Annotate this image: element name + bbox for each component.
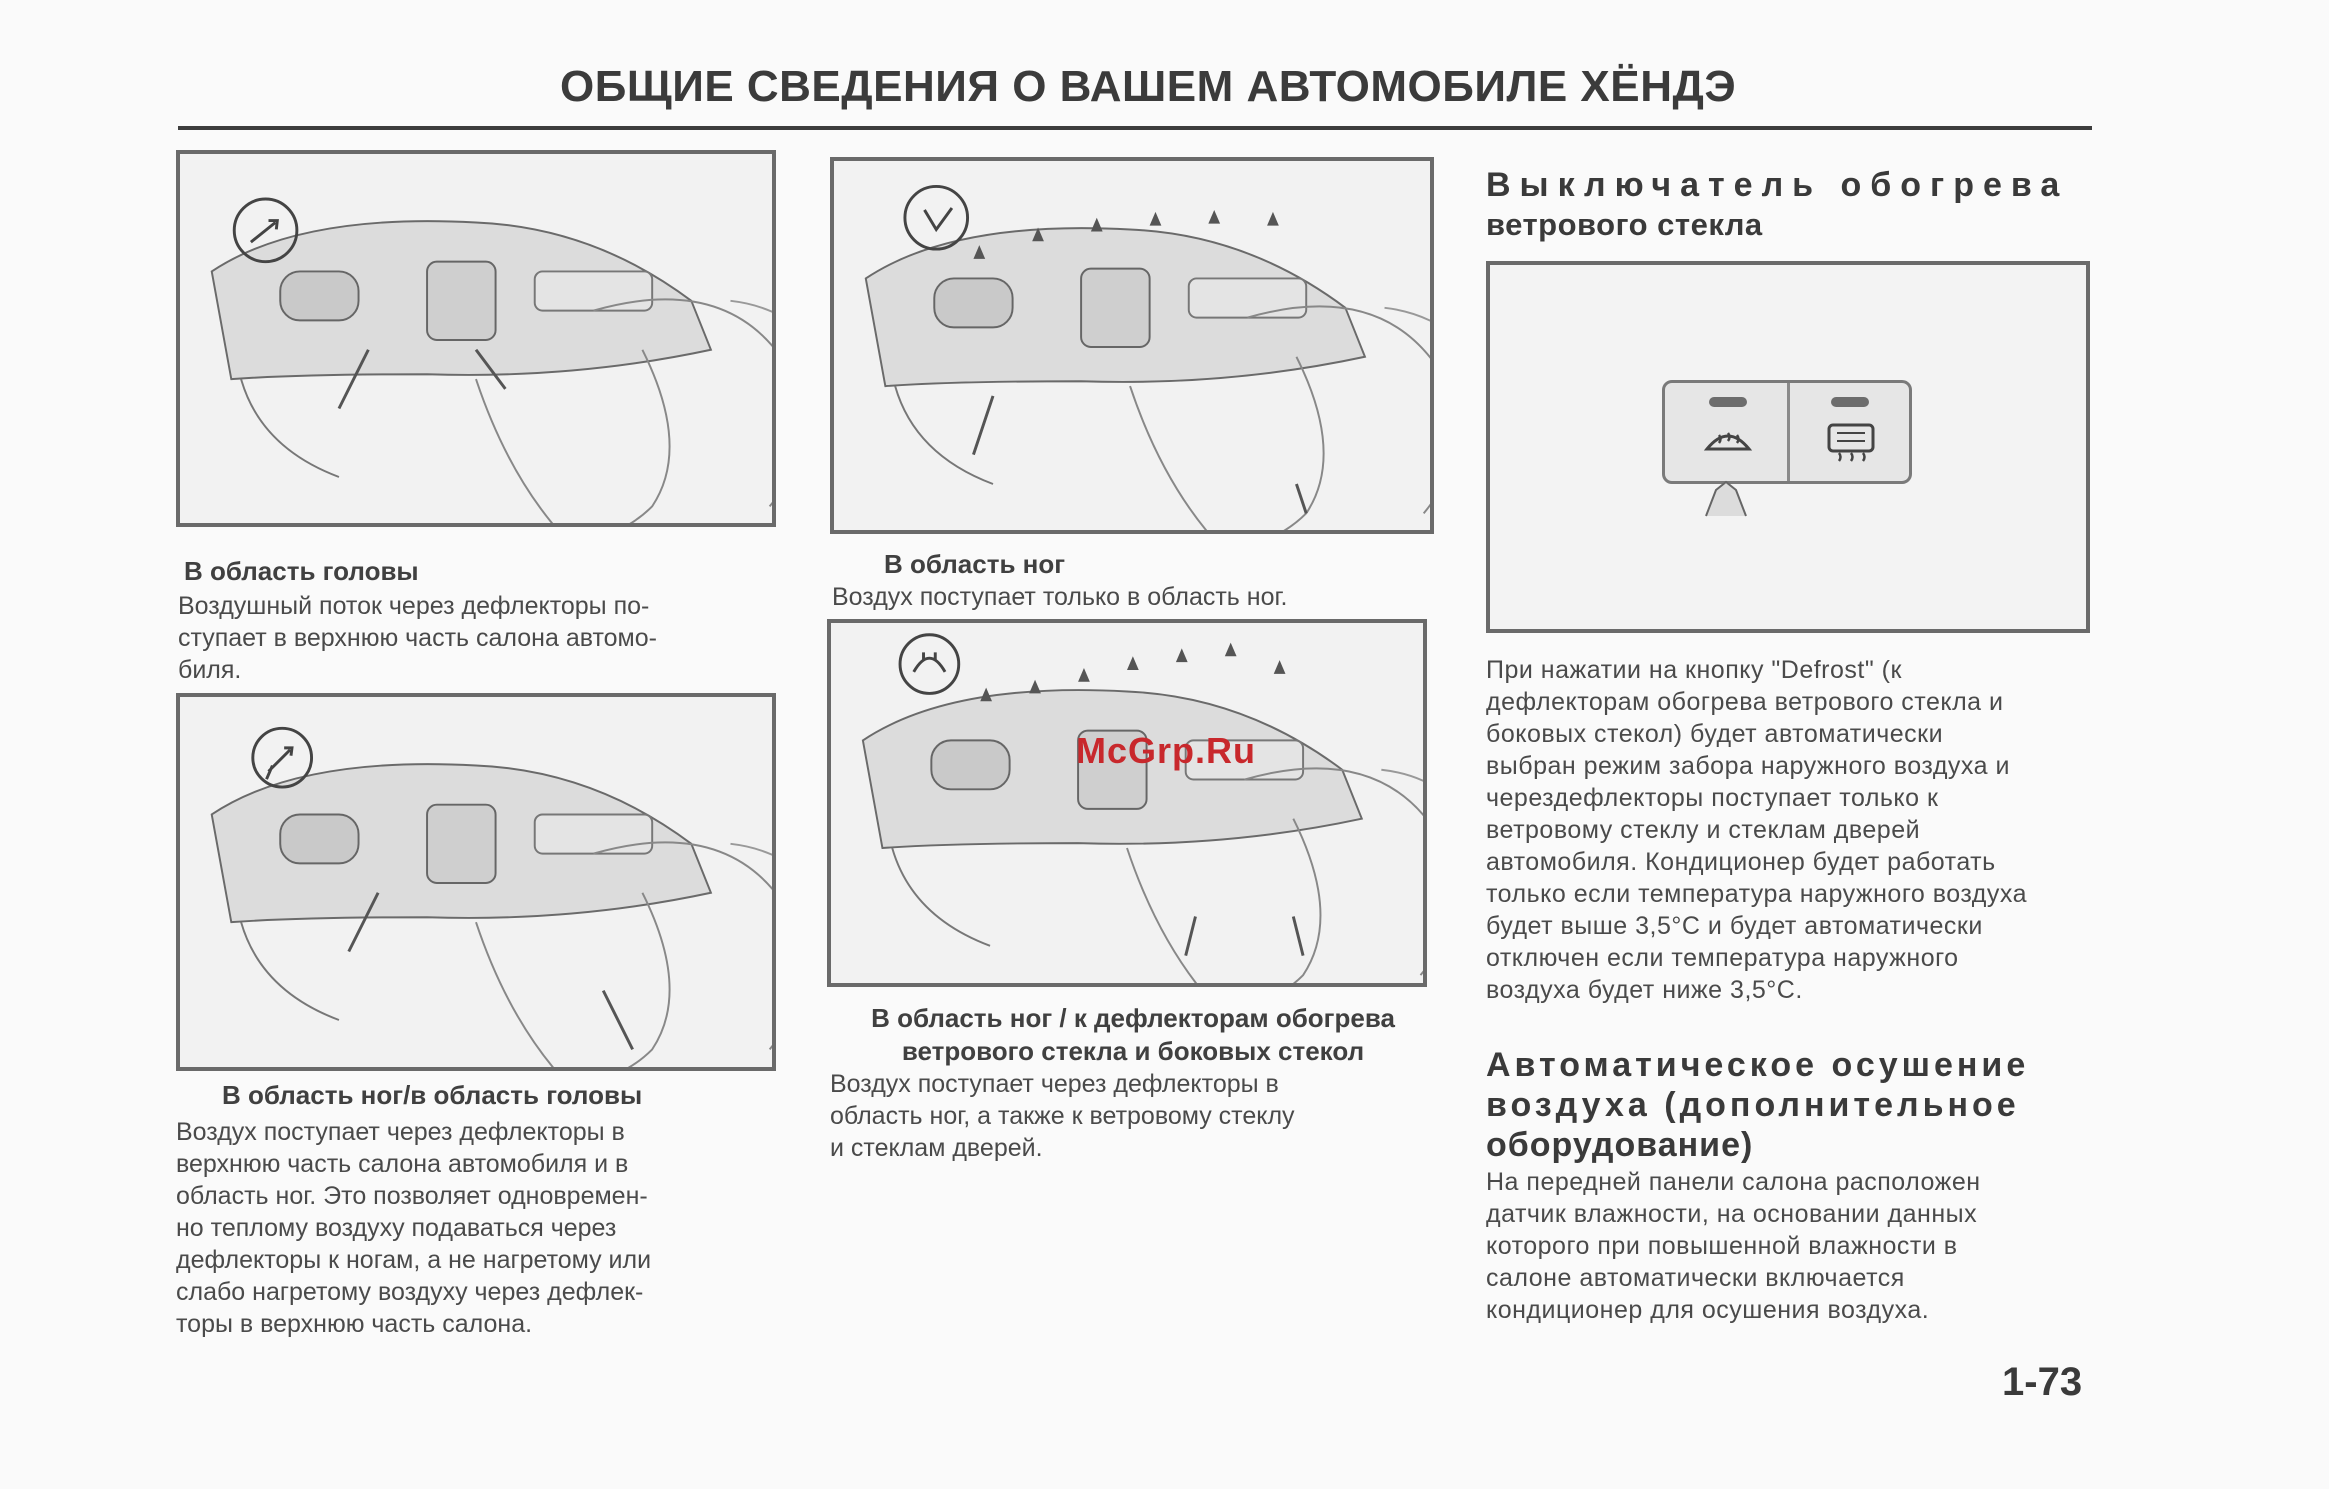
front-defrost-icon bbox=[1703, 419, 1753, 465]
caption-text-floor: Воздух поступает только в область ног. bbox=[832, 583, 1288, 611]
figure-floor-mode bbox=[830, 157, 1434, 534]
rear-defrost-led bbox=[1831, 397, 1869, 407]
figure-floor-defrost-mode bbox=[827, 619, 1427, 987]
header-rule bbox=[178, 126, 2092, 130]
pointer-hand-icon bbox=[1696, 478, 1756, 518]
page-title: ОБЩИЕ СВЕДЕНИЯ О ВАШЕМ АВТОМОБИЛЕ ХЁНДЭ bbox=[560, 62, 1737, 111]
caption-text-bilevel: Воздух поступает через дефлекторы в верхнюю часть салона автомобиля и в область ног. Это позволяет одновремен- но теплому воздуху подаваться через дефлекторы к ногам, а не нагретому или слабо нагретому воздуху через дефлек- торы в верхнюю часть салона. bbox=[176, 1118, 652, 1338]
figure-head-mode bbox=[176, 150, 776, 527]
section-text-defrost-switch: При нажатии на кнопку "Defrost" (к дефлекторам обогрева ветрового стекла и боковых стекол) будет автоматически выбран режим забора наружного воздуха и черездефлекторы поступает только к ветровому стеклу и стеклам дверей автомобиля. Кондиционер будет работать только если температура наружного воздуха будет выше 3,5°С и будет автоматически отключен если температура наружного воздуха будет ниже 3,5°С. bbox=[1486, 656, 2027, 1004]
caption-title-floor-defrost: В область ног / к дефлекторам обогрева ветрового стекла и боковых стекол bbox=[871, 1003, 1395, 1066]
caption-text-head: Воздушный поток через дефлекторы по- ступает в верхнюю часть салона автомо- биля. bbox=[178, 592, 657, 684]
floor-mode-icon bbox=[905, 186, 968, 249]
caption-title-bilevel: В область ног/в область головы bbox=[222, 1080, 643, 1110]
section-title-defrost-switch: Выключатель обогрева ветрового стекла bbox=[1486, 166, 2069, 242]
caption-title-head: В область головы bbox=[184, 556, 419, 586]
defrost-switch-panel bbox=[1662, 380, 1912, 484]
section-text-auto-dehumidify: На передней панели салона расположен датчик влажности, на основании данных которого при повышенной влажности в салоне автоматически включается кондиционер для осушения воздуха. bbox=[1486, 1168, 1981, 1324]
figure-bilevel-mode bbox=[176, 693, 776, 1071]
floor-defrost-mode-icon bbox=[900, 635, 959, 694]
front-defrost-led bbox=[1709, 397, 1747, 407]
page-number: 1-73 bbox=[2002, 1360, 2083, 1404]
caption-text-floor-defrost: Воздух поступает через дефлекторы в область ног, а также к ветровому стеклу и стеклам дверей. bbox=[830, 1070, 1295, 1162]
watermark: McGrp.Ru bbox=[1076, 730, 1257, 771]
bilevel-mode-icon bbox=[253, 728, 312, 787]
caption-title-floor: В область ног bbox=[884, 549, 1066, 579]
rear-defrost-icon bbox=[1825, 419, 1877, 465]
section-title-auto-dehumidify: Автоматическое осушение воздуха (дополнительное оборудование) bbox=[1486, 1046, 2030, 1164]
